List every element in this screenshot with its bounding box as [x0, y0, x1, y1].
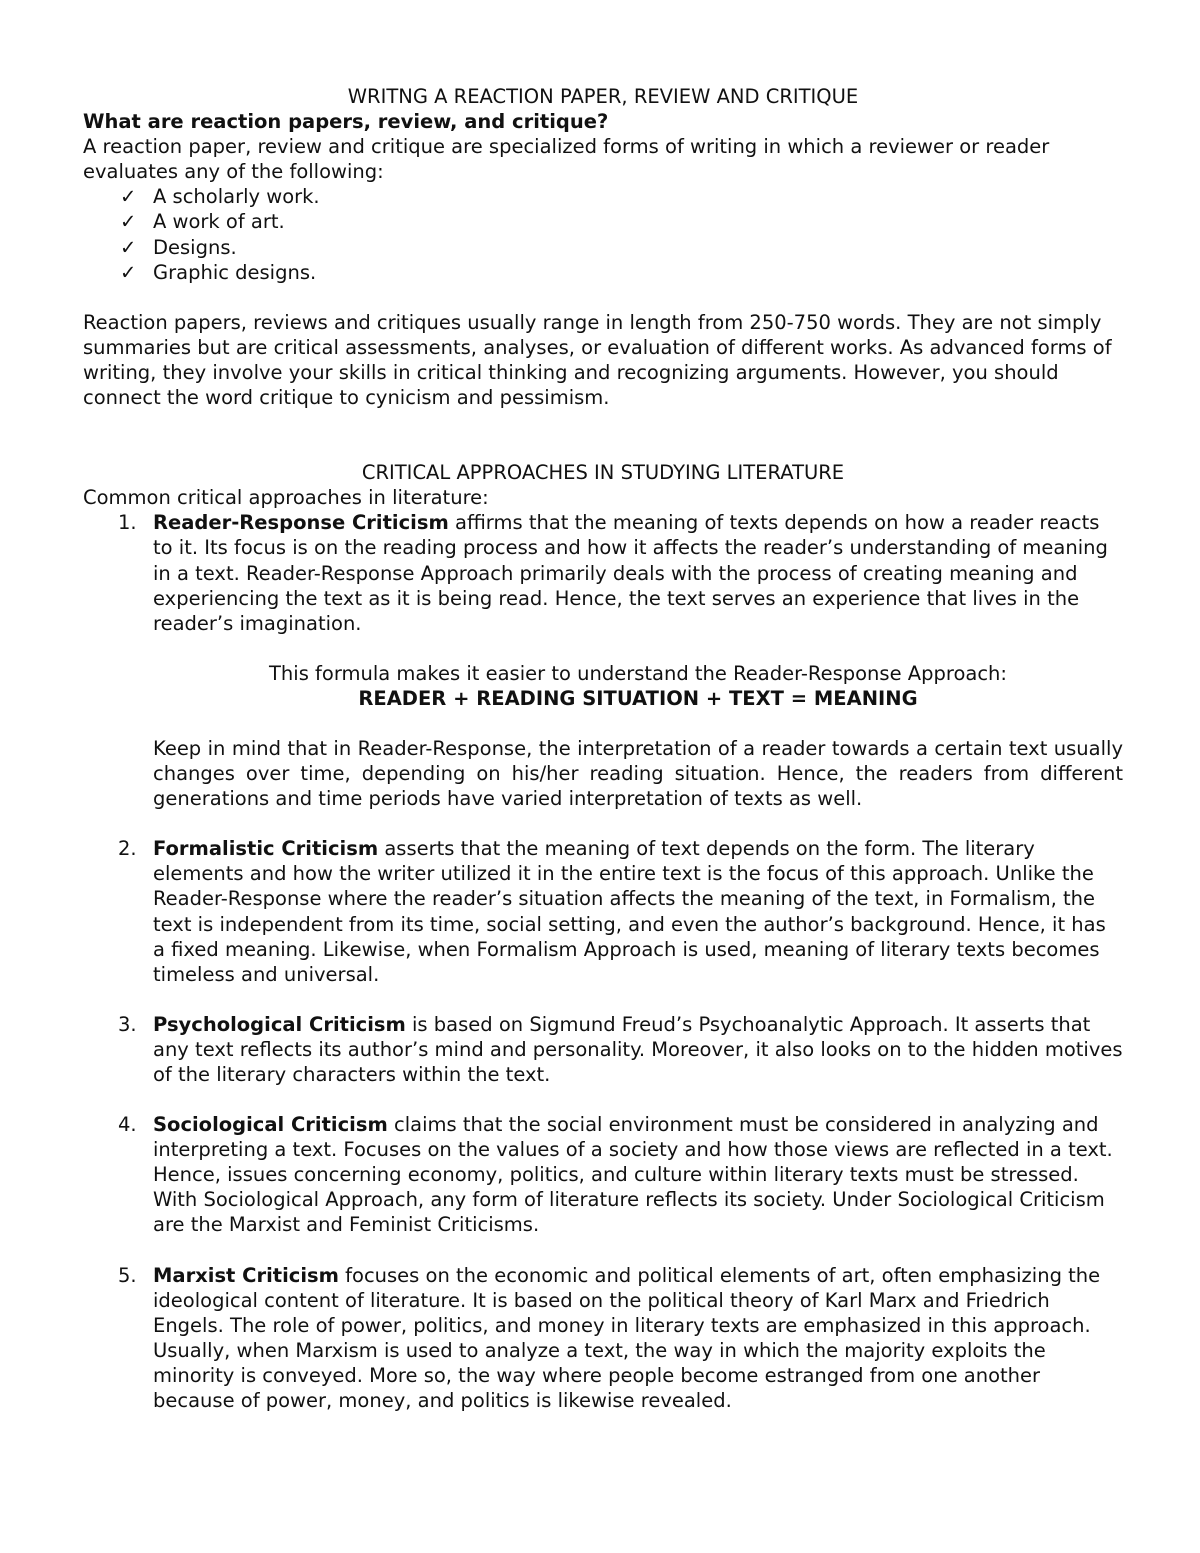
approach-item	[83, 1112, 1123, 1237]
criticism-description: affirms that the meaning of texts depends on how a reader reacts to it. Its focus is on the reading process and how it affects the reader’s understanding of meaning in a text. Reader-Response Approach primarily deals with the process of creating meaning and experiencing the text as it is being read. Hence, the text serves an experience that lives in the reader’s imagination.	[153, 511, 1108, 635]
document-body	[83, 84, 1123, 1413]
item-number: 2.	[118, 837, 137, 861]
checklist-item: ✓ Designs.	[120, 235, 237, 259]
checkmark-icon: ✓	[120, 185, 137, 209]
criticism-description: focuses on the economic and political elements of art, often emphasizing the ideological content of literature. It is based on the political theory of Karl Marx and Friedrich Engels. The role of power, politics, and money in literary texts are emphasized in this approach. Usually, when Marxism is used to analyze a text, the way in which the majority exploits the minority is conveyed. More so, the way where people become estranged from one another because of power, money, and politics is likewise revealed.	[153, 1263, 1101, 1413]
criticism-description: asserts that the meaning of text depends on the form. The literary elements and how the writer utilized it in the entire text is the focus of this approach. Unlike the Reader-Response where the reader’s situation affects the meaning of the text, in Formalism, the text is independent from its time, social setting, and even the author’s background. Hence, it has a fixed meaning. Likewise, when Formalism Approach is used, meaning of literary texts becomes timeless and universal.	[153, 837, 1106, 986]
formula-intro: This formula makes it easier to understand the Reader-Response Approach:	[269, 661, 1007, 685]
criticism-name: Marxist Criticism	[153, 1263, 339, 1287]
approach-item	[83, 1012, 1123, 1087]
approach-item	[83, 1263, 1123, 1414]
length-paragraph: Reaction papers, reviews and critiques usually range in length from 250-750 words. They are not simply summaries but are critical assessments, analyses, or evaluation of different works. As advanced forms of writing, they involve your skills in critical thinking and recognizing arguments. However, you should connect the word critique to cynicism and pessimism.	[83, 310, 1112, 410]
item-number: 5.	[118, 1263, 137, 1287]
checkmark-icon: ✓	[120, 235, 137, 259]
item-number: 4.	[118, 1113, 137, 1137]
checkmark-icon: ✓	[120, 260, 137, 284]
criticism-description: is based on Sigmund Freud’s Psychoanalytic Approach. It asserts that any text reflects its author’s mind and personality. Moreover, it also looks on to the hidden motives of the literary characters within the text.	[153, 1012, 1123, 1086]
criticism-name: Psychological Criticism	[153, 1012, 406, 1036]
item-number: 3.	[118, 1012, 137, 1036]
section-title: CRITICAL APPROACHES IN STUDYING LITERATURE	[361, 461, 845, 485]
criticism-name: Formalistic Criticism	[153, 837, 379, 861]
question-heading: What are reaction papers, review, and critique?	[83, 110, 609, 134]
criticism-name: Reader-Response Criticism	[153, 511, 449, 535]
intro-paragraph: A reaction paper, review and critique are specialized forms of writing in which a reviewer or reader evaluates any of the following:	[83, 135, 1050, 184]
checklist-item: ✓ A scholarly work.	[120, 185, 320, 209]
approach-item	[83, 836, 1123, 987]
checkmark-icon: ✓	[120, 210, 137, 234]
approaches-list	[83, 510, 1123, 1413]
checklist-item: ✓ A work of art.	[120, 210, 285, 234]
page-title: WRITNG A REACTION PAPER, REVIEW AND CRITIQUE	[347, 85, 859, 108]
formula: READER + READING SITUATION + TEXT = MEANING	[358, 686, 918, 710]
section-intro: Common critical approaches in literature:	[83, 486, 489, 510]
checklist	[83, 184, 1123, 284]
approach-item	[83, 510, 1123, 811]
item-number: 1.	[118, 511, 137, 535]
reader-response-note: Keep in mind that in Reader-Response, the interpretation of a reader towards a certain text usually changes over time, depending on his/her reading situation. Hence, the readers from different generations and time periods have varied interpretation of texts as well.	[153, 736, 1123, 811]
criticism-description: claims that the social environment must be considered in analyzing and interpreting a text. Focuses on the values of a society and how those views are reflected in a text. Hence, issues concerning economy, politics, and culture within literary texts must be stressed. With Sociological Approach, any form of literature reflects its society. Under Sociological Criticism are the Marxist and Feminist Criticisms.	[153, 1113, 1113, 1237]
criticism-name: Sociological Criticism	[153, 1113, 388, 1137]
checklist-item: ✓ Graphic designs.	[120, 260, 317, 284]
